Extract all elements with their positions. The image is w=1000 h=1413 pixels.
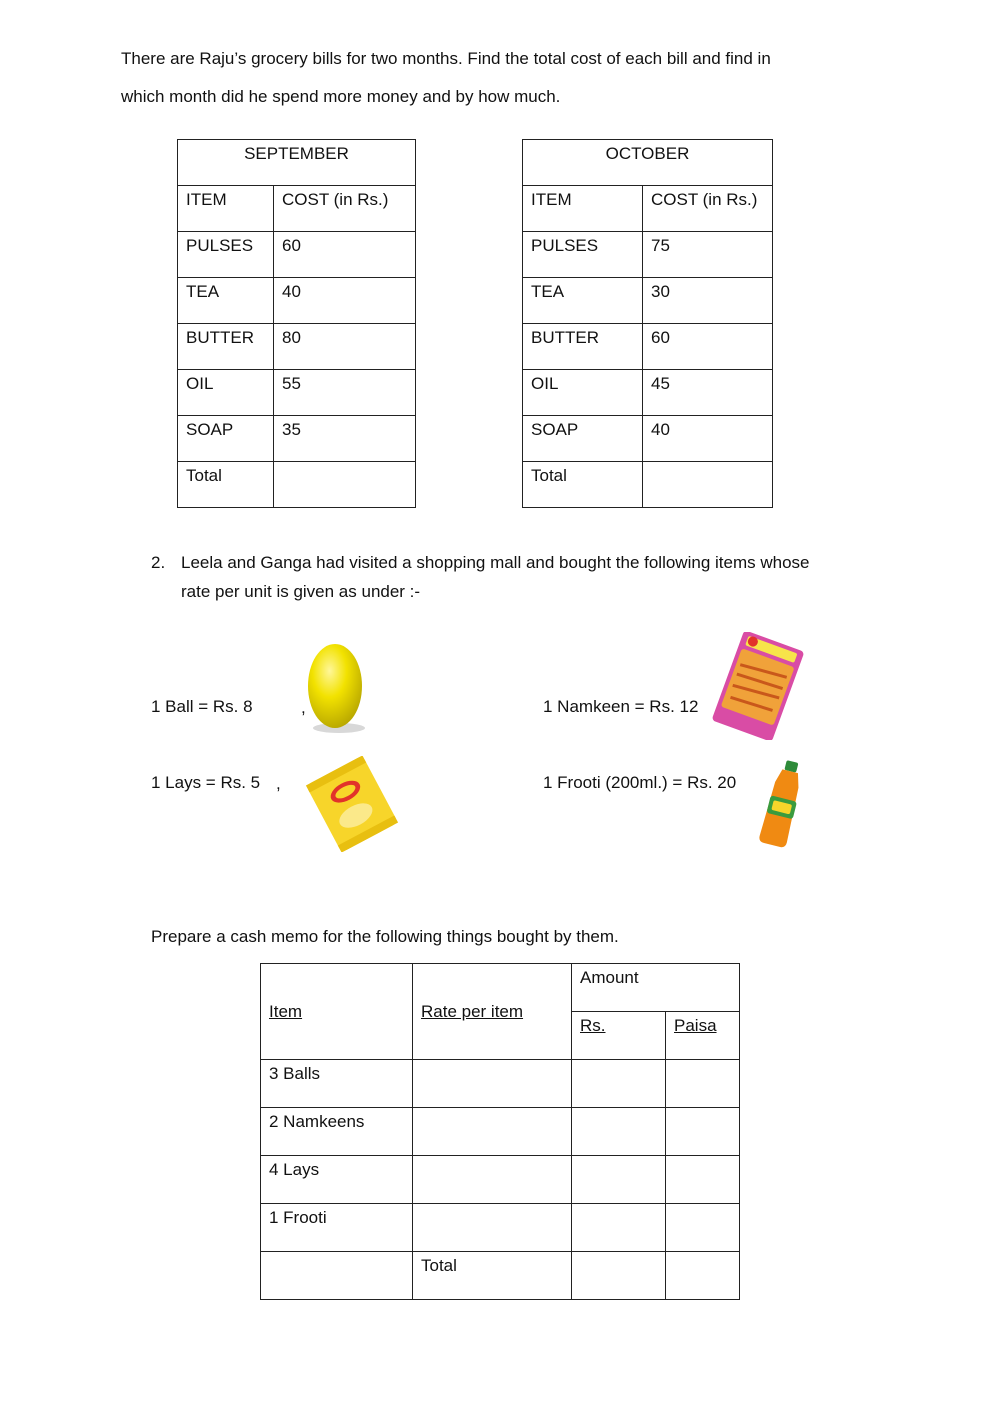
- memo-header-rs: Rs.: [580, 1016, 606, 1035]
- question-2-line-2: rate per unit is given as under :-: [181, 582, 421, 601]
- cash-memo-table: [260, 963, 740, 1300]
- september-item: BUTTER: [178, 324, 274, 370]
- october-cost: 30: [643, 278, 773, 324]
- september-total-value[interactable]: [274, 462, 416, 508]
- september-cost: 40: [274, 278, 416, 324]
- september-item: SOAP: [178, 416, 274, 462]
- intro-line-1: There are Raju’s grocery bills for two months. Find the total cost of each bill and find in: [121, 49, 771, 68]
- memo-rs-cell[interactable]: [572, 1060, 666, 1108]
- memo-rs-cell[interactable]: [572, 1204, 666, 1252]
- september-total-label: Total: [178, 462, 274, 508]
- question-number: 2.: [151, 553, 166, 572]
- september-header-cost: COST (in Rs.): [274, 186, 416, 232]
- october-cost: 40: [643, 416, 773, 462]
- october-item: OIL: [523, 370, 643, 416]
- ball-icon: [303, 640, 371, 736]
- namkeen-rate: 1 Namkeen = Rs. 12: [543, 697, 699, 716]
- september-cost: 35: [274, 416, 416, 462]
- october-item: PULSES: [523, 232, 643, 278]
- memo-header-rate: Rate per item: [421, 1001, 524, 1021]
- memo-blank-cell: [261, 1252, 413, 1300]
- october-total-label: Total: [523, 462, 643, 508]
- memo-rs-cell[interactable]: [572, 1108, 666, 1156]
- question-2-line-1: Leela and Ganga had visited a shopping mall and bought the following items whose: [181, 553, 810, 572]
- september-title: SEPTEMBER: [178, 140, 416, 186]
- memo-item: 3 Balls: [261, 1060, 413, 1108]
- october-cost: 45: [643, 370, 773, 416]
- memo-header-item: Item: [269, 1001, 303, 1021]
- october-item: TEA: [523, 278, 643, 324]
- memo-item: 2 Namkeens: [261, 1108, 413, 1156]
- frooti-rate: 1 Frooti (200ml.) = Rs. 20: [543, 773, 737, 792]
- september-cost: 80: [274, 324, 416, 370]
- october-item: SOAP: [523, 416, 643, 462]
- ball-separator: ,: [301, 698, 306, 717]
- memo-paisa-cell[interactable]: [666, 1204, 740, 1252]
- october-bill-table: [522, 139, 773, 508]
- intro-line-2: which month did he spend more money and by how much.: [121, 87, 561, 106]
- cash-memo-instruction: Prepare a cash memo for the following things bought by them.: [151, 927, 619, 946]
- september-cost: 60: [274, 232, 416, 278]
- memo-total-rs-cell[interactable]: [572, 1252, 666, 1300]
- memo-header-amount: Amount: [572, 964, 740, 1012]
- memo-item: 4 Lays: [261, 1156, 413, 1204]
- memo-total-paisa-cell[interactable]: [666, 1252, 740, 1300]
- october-cost: 60: [643, 324, 773, 370]
- lays-rate: 1 Lays = Rs. 5: [151, 773, 261, 792]
- ball-rate: 1 Ball = Rs. 8: [151, 697, 253, 716]
- september-bill-table: [177, 139, 416, 508]
- september-cost: 55: [274, 370, 416, 416]
- memo-header-paisa: Paisa: [674, 1016, 717, 1035]
- memo-item: 1 Frooti: [261, 1204, 413, 1252]
- october-title: OCTOBER: [523, 140, 773, 186]
- october-cost: 75: [643, 232, 773, 278]
- september-item: PULSES: [178, 232, 274, 278]
- october-header-cost: COST (in Rs.): [643, 186, 773, 232]
- memo-paisa-cell[interactable]: [666, 1060, 740, 1108]
- october-header-item: ITEM: [523, 186, 643, 232]
- frooti-bottle-icon: [750, 758, 812, 850]
- memo-rate-cell[interactable]: [413, 1060, 572, 1108]
- memo-total-label: Total: [413, 1252, 572, 1300]
- october-item: BUTTER: [523, 324, 643, 370]
- september-item: TEA: [178, 278, 274, 324]
- september-item: OIL: [178, 370, 274, 416]
- september-header-item: ITEM: [178, 186, 274, 232]
- memo-rate-cell[interactable]: [413, 1204, 572, 1252]
- memo-paisa-cell[interactable]: [666, 1156, 740, 1204]
- memo-rs-cell[interactable]: [572, 1156, 666, 1204]
- memo-rate-cell[interactable]: [413, 1108, 572, 1156]
- october-total-value[interactable]: [643, 462, 773, 508]
- namkeen-packet-icon: [706, 632, 810, 740]
- memo-rate-cell[interactable]: [413, 1156, 572, 1204]
- lays-chips-packet-icon: [302, 756, 402, 852]
- lays-separator: ,: [276, 774, 281, 793]
- memo-paisa-cell[interactable]: [666, 1108, 740, 1156]
